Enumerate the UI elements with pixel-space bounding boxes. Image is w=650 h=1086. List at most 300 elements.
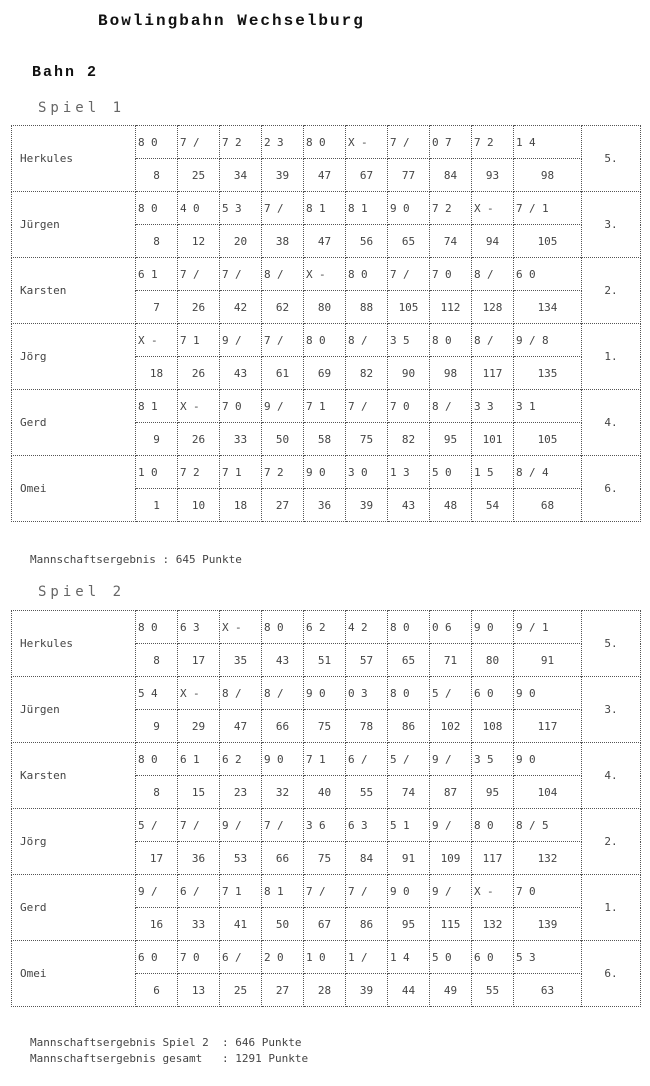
frame-cumulative-score: 117 <box>472 842 514 875</box>
frame-cumulative-score: 65 <box>388 225 430 258</box>
frame-cumulative-score: 109 <box>430 842 472 875</box>
frame-cumulative-score: 65 <box>388 644 430 677</box>
player-name: Herkules <box>12 611 136 677</box>
throw-mark: 4 <box>151 686 158 700</box>
frame-throws <box>136 611 178 644</box>
frame-cumulative-score: 18 <box>220 489 262 522</box>
throw-mark: 8 <box>390 686 397 700</box>
throw-mark: 2 <box>361 620 368 634</box>
frame-cumulative-score: 63 <box>514 974 582 1007</box>
frame-cumulative-score: 93 <box>472 159 514 192</box>
throw-mark: 4 <box>529 135 536 149</box>
throw-mark: / <box>361 399 368 413</box>
player-name: Omei <box>12 456 136 522</box>
throw-mark: / <box>193 818 200 832</box>
throw-mark: - <box>361 135 368 149</box>
throw-mark: 6 <box>180 620 187 634</box>
throw-mark: X <box>474 884 481 898</box>
frame-throws <box>472 611 514 644</box>
frame-cumulative-score: 50 <box>262 908 304 941</box>
frame-throws <box>346 875 388 908</box>
throw-mark: 1 <box>193 333 200 347</box>
throw-mark: 1 <box>138 465 145 479</box>
frame-throws <box>430 611 472 644</box>
player-place: 3. <box>582 677 641 743</box>
player-place: 6. <box>582 456 641 522</box>
throw-mark: 4 <box>542 465 549 479</box>
throw-mark: 8 <box>138 620 145 634</box>
throw-mark: X <box>180 686 187 700</box>
throw-mark: 6 <box>474 686 481 700</box>
frame-cumulative-score: 38 <box>262 225 304 258</box>
throw-mark: 9 <box>516 752 523 766</box>
player-place: 4. <box>582 743 641 809</box>
frame-cumulative-score: 35 <box>220 644 262 677</box>
frame-throws <box>346 390 388 423</box>
throw-mark: - <box>235 620 242 634</box>
game-1-title: Spiel 1 <box>38 100 126 116</box>
throw-mark: 6 <box>138 950 145 964</box>
throw-mark: 0 <box>277 950 284 964</box>
frame-throws <box>178 126 220 159</box>
frame-throws <box>388 743 430 776</box>
frame-throws <box>346 809 388 842</box>
frame-throws <box>388 611 430 644</box>
frame-cumulative-score: 39 <box>346 489 388 522</box>
throw-mark: / <box>235 950 242 964</box>
throw-mark: 7 <box>264 201 271 215</box>
frame-cumulative-score: 139 <box>514 908 582 941</box>
frame-throws <box>388 192 430 225</box>
throw-mark: 9 <box>432 818 439 832</box>
frame-cumulative-score: 56 <box>346 225 388 258</box>
frame-cumulative-score: 77 <box>388 159 430 192</box>
frame-throws <box>514 941 582 974</box>
throw-mark: X <box>348 135 355 149</box>
throw-mark: 4 <box>348 620 355 634</box>
throw-mark: 5 <box>390 752 397 766</box>
frame-throws <box>220 941 262 974</box>
throw-mark: / <box>235 333 242 347</box>
throw-mark: 1 <box>277 884 284 898</box>
throw-mark: 6 <box>516 267 523 281</box>
frame-cumulative-score: 88 <box>346 291 388 324</box>
frame-cumulative-score: 95 <box>430 423 472 456</box>
frame-throws <box>430 192 472 225</box>
frame-cumulative-score: 117 <box>472 357 514 390</box>
throw-mark: 7 <box>180 333 187 347</box>
throw-mark: 2 <box>193 465 200 479</box>
frame-cumulative-score: 1 <box>136 489 178 522</box>
throw-mark: 7 <box>390 399 397 413</box>
frame-cumulative-score: 91 <box>388 842 430 875</box>
frame-throws <box>388 258 430 291</box>
frame-cumulative-score: 8 <box>136 159 178 192</box>
throw-mark: 3 <box>529 950 536 964</box>
frame-cumulative-score: 8 <box>136 644 178 677</box>
frame-cumulative-score: 95 <box>472 776 514 809</box>
frame-cumulative-score: 67 <box>304 908 346 941</box>
throw-mark: 5 <box>138 818 145 832</box>
frame-throws <box>220 192 262 225</box>
frame-throws <box>472 324 514 357</box>
throw-mark: / <box>277 333 284 347</box>
frame-throws <box>136 126 178 159</box>
frame-throws <box>220 456 262 489</box>
frame-throws <box>514 456 582 489</box>
frame-cumulative-score: 105 <box>388 291 430 324</box>
frame-cumulative-score: 40 <box>304 776 346 809</box>
player-name: Herkules <box>12 126 136 192</box>
frame-throws <box>262 126 304 159</box>
frame-cumulative-score: 95 <box>388 908 430 941</box>
throw-mark: 9 <box>516 686 523 700</box>
throw-mark: 3 <box>193 620 200 634</box>
throw-mark: 9 <box>474 620 481 634</box>
player-row-throws <box>12 126 641 159</box>
frame-throws <box>472 258 514 291</box>
throw-mark: 8 <box>306 333 313 347</box>
frame-cumulative-score: 75 <box>304 842 346 875</box>
frame-throws <box>346 258 388 291</box>
throw-mark: 0 <box>403 884 410 898</box>
frame-throws <box>514 809 582 842</box>
frame-throws <box>388 390 430 423</box>
frame-cumulative-score: 15 <box>178 776 220 809</box>
frame-cumulative-score: 98 <box>514 159 582 192</box>
throw-mark: / <box>403 752 410 766</box>
throw-mark: 9 <box>390 884 397 898</box>
throw-mark: 5 <box>487 465 494 479</box>
frame-throws <box>346 192 388 225</box>
throw-mark: 3 <box>235 201 242 215</box>
throw-mark: 7 <box>432 201 439 215</box>
frame-throws <box>472 126 514 159</box>
throw-mark: 0 <box>151 201 158 215</box>
throw-mark: 5 <box>432 686 439 700</box>
throw-mark: 5 <box>432 465 439 479</box>
throw-mark: 6 <box>445 620 452 634</box>
throw-mark: 1 <box>306 950 313 964</box>
throw-mark: 9 <box>222 333 229 347</box>
throw-mark: X <box>138 333 145 347</box>
throw-mark: 1 <box>193 752 200 766</box>
frame-cumulative-score: 25 <box>220 974 262 1007</box>
frame-throws <box>178 192 220 225</box>
frame-cumulative-score: 68 <box>514 489 582 522</box>
throw-mark: 0 <box>432 135 439 149</box>
frame-throws <box>388 809 430 842</box>
frame-cumulative-score: 9 <box>136 710 178 743</box>
throw-mark: 3 <box>390 333 397 347</box>
throw-mark: 0 <box>487 686 494 700</box>
throw-mark: 7 <box>180 267 187 281</box>
player-name: Gerd <box>12 390 136 456</box>
frame-throws <box>430 456 472 489</box>
frame-throws <box>346 324 388 357</box>
frame-cumulative-score: 26 <box>178 291 220 324</box>
throw-mark: 5 <box>390 818 397 832</box>
frame-throws <box>304 456 346 489</box>
frame-cumulative-score: 98 <box>430 357 472 390</box>
throw-mark: 8 <box>264 267 271 281</box>
frame-cumulative-score: 66 <box>262 710 304 743</box>
frame-throws <box>388 941 430 974</box>
frame-throws <box>346 941 388 974</box>
frame-cumulative-score: 74 <box>430 225 472 258</box>
frame-cumulative-score: 104 <box>514 776 582 809</box>
throw-mark: / <box>151 884 158 898</box>
frame-cumulative-score: 71 <box>430 644 472 677</box>
throw-mark: 8 <box>222 686 229 700</box>
frame-cumulative-score: 90 <box>388 357 430 390</box>
throw-mark: 0 <box>403 620 410 634</box>
frame-throws <box>136 677 178 710</box>
frame-throws <box>178 258 220 291</box>
throw-mark: 0 <box>487 620 494 634</box>
throw-mark: 0 <box>361 465 368 479</box>
player-row-throws <box>12 390 641 423</box>
frame-cumulative-score: 57 <box>346 644 388 677</box>
frame-cumulative-score: 75 <box>346 423 388 456</box>
throw-mark: 8 <box>516 465 523 479</box>
throw-mark: / <box>277 399 284 413</box>
frame-cumulative-score: 41 <box>220 908 262 941</box>
throw-mark: 9 <box>264 399 271 413</box>
throw-mark: 2 <box>487 135 494 149</box>
throw-mark: 2 <box>319 620 326 634</box>
player-row-throws <box>12 743 641 776</box>
throw-mark: 8 <box>138 752 145 766</box>
throw-mark: 8 <box>138 399 145 413</box>
throw-mark: 0 <box>403 399 410 413</box>
frame-cumulative-score: 105 <box>514 225 582 258</box>
throw-mark: 5 <box>487 752 494 766</box>
throw-mark: / <box>403 135 410 149</box>
throw-mark: 0 <box>529 686 536 700</box>
frame-cumulative-score: 132 <box>514 842 582 875</box>
throw-mark: 9 <box>222 818 229 832</box>
throw-mark: 1 <box>348 950 355 964</box>
throw-mark: - <box>487 884 494 898</box>
frame-throws <box>220 324 262 357</box>
frame-throws <box>178 875 220 908</box>
throw-mark: 7 <box>264 818 271 832</box>
frame-throws <box>304 390 346 423</box>
frame-cumulative-score: 43 <box>388 489 430 522</box>
throw-mark: 6 <box>138 267 145 281</box>
throw-mark: - <box>193 399 200 413</box>
throw-mark: / <box>361 333 368 347</box>
player-name: Jörg <box>12 809 136 875</box>
throw-mark: 8 <box>138 201 145 215</box>
throw-mark: 8 <box>348 267 355 281</box>
throw-mark: / <box>445 399 452 413</box>
throw-mark: / <box>235 818 242 832</box>
frame-throws <box>472 875 514 908</box>
throw-mark: 7 <box>222 884 229 898</box>
player-name: Jürgen <box>12 677 136 743</box>
frame-throws <box>262 875 304 908</box>
throw-mark: 0 <box>529 884 536 898</box>
frame-cumulative-score: 10 <box>178 489 220 522</box>
frame-throws <box>178 456 220 489</box>
throw-mark: 0 <box>319 333 326 347</box>
frame-cumulative-score: 108 <box>472 710 514 743</box>
throw-mark: 8 <box>264 620 271 634</box>
throw-mark: 7 <box>390 135 397 149</box>
frame-cumulative-score: 80 <box>472 644 514 677</box>
lane-heading: Bahn 2 <box>32 64 99 81</box>
throw-mark: / <box>445 884 452 898</box>
frame-cumulative-score: 115 <box>430 908 472 941</box>
throw-mark: 9 <box>516 620 523 634</box>
throw-mark: / <box>235 267 242 281</box>
frame-cumulative-score: 54 <box>472 489 514 522</box>
throw-mark: 1 <box>474 465 481 479</box>
throw-mark: 8 <box>348 201 355 215</box>
frame-throws <box>178 809 220 842</box>
throw-mark: 7 <box>264 465 271 479</box>
frame-cumulative-score: 58 <box>304 423 346 456</box>
frame-cumulative-score: 33 <box>178 908 220 941</box>
throw-mark: 7 <box>222 267 229 281</box>
throw-mark: 3 <box>277 135 284 149</box>
frame-cumulative-score: 42 <box>220 291 262 324</box>
frame-cumulative-score: 67 <box>346 159 388 192</box>
frame-throws <box>304 809 346 842</box>
throw-mark: 0 <box>319 950 326 964</box>
throw-mark: 7 <box>180 950 187 964</box>
throw-mark: 2 <box>235 752 242 766</box>
throw-mark: 7 <box>306 884 313 898</box>
frame-throws <box>304 258 346 291</box>
throw-mark: / <box>319 884 326 898</box>
frame-cumulative-score: 78 <box>346 710 388 743</box>
throw-mark: - <box>193 686 200 700</box>
throw-mark: 6 <box>222 752 229 766</box>
throw-mark: 8 <box>306 135 313 149</box>
throw-mark: / <box>529 465 536 479</box>
frame-throws <box>262 258 304 291</box>
frame-cumulative-score: 86 <box>346 908 388 941</box>
frame-throws <box>514 875 582 908</box>
throw-mark: 0 <box>403 686 410 700</box>
frame-throws <box>136 456 178 489</box>
frame-cumulative-score: 28 <box>304 974 346 1007</box>
throw-mark: / <box>529 201 536 215</box>
throw-mark: 0 <box>445 333 452 347</box>
throw-mark: / <box>529 818 536 832</box>
frame-throws <box>178 611 220 644</box>
throw-mark: 7 <box>432 267 439 281</box>
frame-cumulative-score: 134 <box>514 291 582 324</box>
throw-mark: 3 <box>306 818 313 832</box>
frame-cumulative-score: 84 <box>430 159 472 192</box>
throw-mark: / <box>151 818 158 832</box>
frame-cumulative-score: 43 <box>220 357 262 390</box>
throw-mark: 7 <box>516 884 523 898</box>
throw-mark: 3 <box>361 818 368 832</box>
throw-mark: 7 <box>348 884 355 898</box>
frame-cumulative-score: 9 <box>136 423 178 456</box>
player-row-throws <box>12 809 641 842</box>
frame-cumulative-score: 36 <box>304 489 346 522</box>
throw-mark: / <box>403 267 410 281</box>
throw-mark: 1 <box>390 465 397 479</box>
throw-mark: 3 <box>403 465 410 479</box>
frame-throws <box>304 324 346 357</box>
throw-mark: 7 <box>445 135 452 149</box>
player-name: Jürgen <box>12 192 136 258</box>
frame-throws <box>262 677 304 710</box>
throw-mark: 2 <box>235 135 242 149</box>
frame-cumulative-score: 69 <box>304 357 346 390</box>
frame-cumulative-score: 102 <box>430 710 472 743</box>
throw-mark: 7 <box>306 752 313 766</box>
throw-mark: 5 <box>542 818 549 832</box>
throw-mark: 9 <box>432 752 439 766</box>
frame-throws <box>346 126 388 159</box>
game-2-title: Spiel 2 <box>38 584 126 600</box>
frame-throws <box>472 456 514 489</box>
throw-mark: / <box>529 620 536 634</box>
throw-mark: / <box>529 333 536 347</box>
frame-cumulative-score: 25 <box>178 159 220 192</box>
throw-mark: 8 <box>432 333 439 347</box>
frame-cumulative-score: 36 <box>178 842 220 875</box>
frame-throws <box>136 809 178 842</box>
throw-mark: 3 <box>361 686 368 700</box>
player-name: Karsten <box>12 258 136 324</box>
frame-throws <box>136 324 178 357</box>
frame-throws <box>430 875 472 908</box>
frame-cumulative-score: 27 <box>262 974 304 1007</box>
frame-throws <box>472 677 514 710</box>
frame-throws <box>514 743 582 776</box>
throw-mark: 8 <box>306 201 313 215</box>
frame-cumulative-score: 50 <box>262 423 304 456</box>
frame-throws <box>388 126 430 159</box>
player-place: 4. <box>582 390 641 456</box>
throw-mark: 7 <box>180 465 187 479</box>
throw-mark: / <box>277 201 284 215</box>
frame-cumulative-score: 29 <box>178 710 220 743</box>
frame-cumulative-score: 33 <box>220 423 262 456</box>
throw-mark: 6 <box>222 950 229 964</box>
frame-cumulative-score: 74 <box>388 776 430 809</box>
frame-throws <box>472 941 514 974</box>
game-1-scoresheet <box>11 125 641 522</box>
throw-mark: 7 <box>180 135 187 149</box>
throw-mark: 0 <box>193 950 200 964</box>
throw-mark: 0 <box>487 950 494 964</box>
throw-mark: 0 <box>319 135 326 149</box>
throw-mark: 0 <box>445 950 452 964</box>
throw-mark: 5 <box>432 950 439 964</box>
frame-throws <box>514 390 582 423</box>
throw-mark: / <box>487 267 494 281</box>
frame-throws <box>346 611 388 644</box>
frame-throws <box>430 324 472 357</box>
throw-mark: 6 <box>474 950 481 964</box>
player-name: Omei <box>12 941 136 1007</box>
frame-throws <box>304 126 346 159</box>
frame-throws <box>262 192 304 225</box>
frame-cumulative-score: 84 <box>346 842 388 875</box>
frame-throws <box>220 809 262 842</box>
frame-cumulative-score: 32 <box>262 776 304 809</box>
